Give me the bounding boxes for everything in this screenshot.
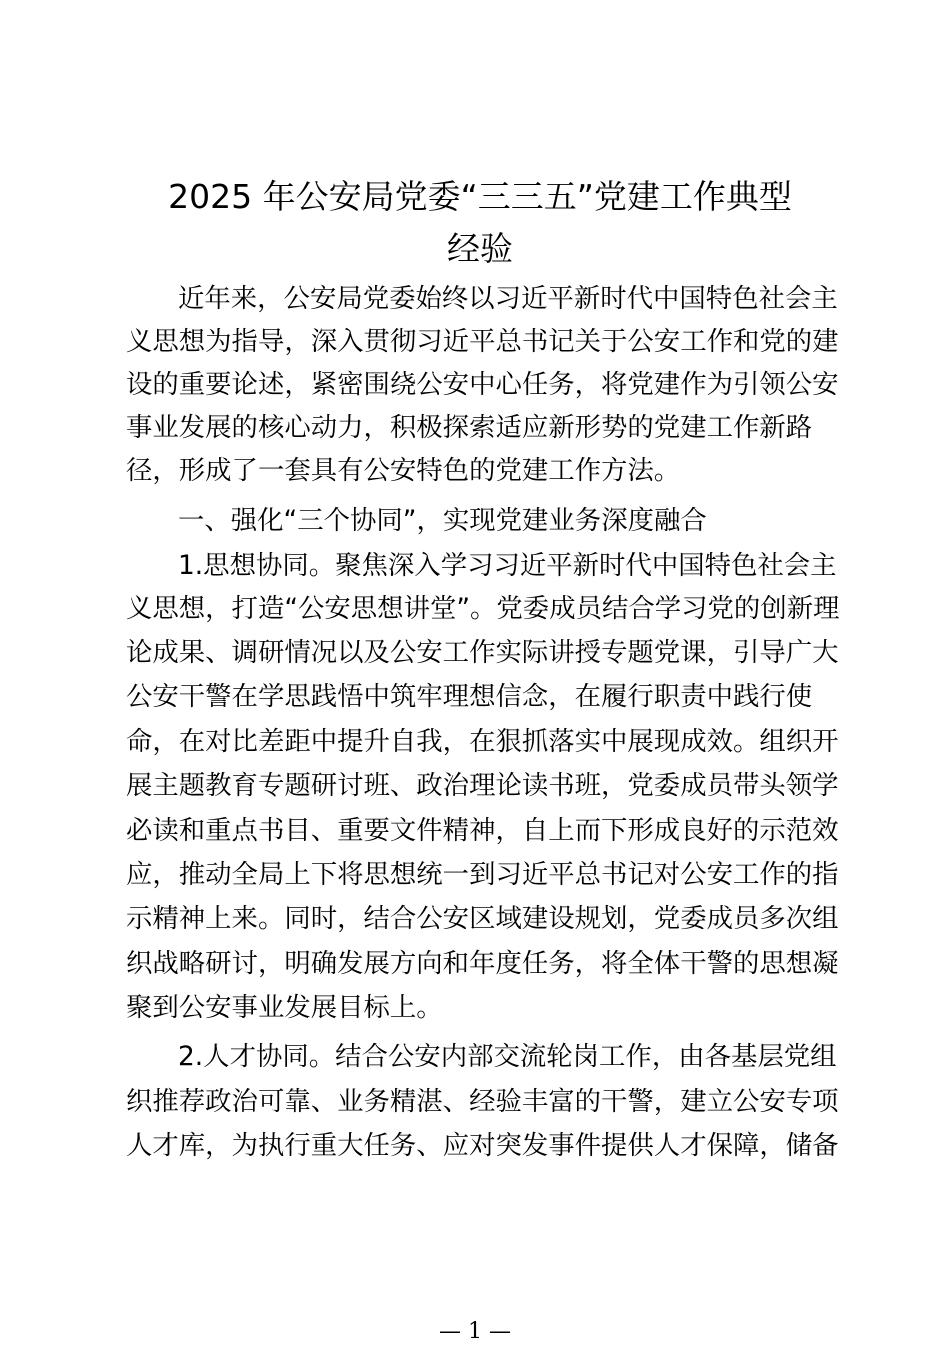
section-heading-1: 一、强化“三个协同”，实现党建业务深度融合 xyxy=(178,505,707,536)
paragraph-1-line-4: 公安干警在学思践悟中筑牢理想信念，在履行职责中践行使 xyxy=(126,681,813,712)
paragraph-1-line-7: 必读和重点书目、重要文件精神，自上而下形成良好的示范效 xyxy=(126,815,839,846)
paragraph-1-line-8: 应，推动全局上下将思想统一到习近平总书记对公安工作的指 xyxy=(126,859,839,890)
paragraph-intro-line-1: 近年来，公安局党委始终以习近平新时代中国特色社会主 xyxy=(178,283,838,314)
page-number: — 1 — xyxy=(439,1319,511,1344)
paragraph-1-line-5: 命，在对比差距中提升自我，在狠抓落实中展现成效。组织开 xyxy=(126,726,839,757)
paragraph-1-line-1: 1.思想协同。聚焦深入学习习近平新时代中国特色社会主 xyxy=(178,550,837,581)
paragraph-intro-line-2: 义思想为指导，深入贯彻习近平总书记关于公安工作和党的建 xyxy=(126,326,839,357)
paragraph-1-line-6: 展主题教育专题研讨班、政治理论读书班，党委成员带头领学 xyxy=(126,770,839,801)
document-title-line-2: 经验 xyxy=(447,229,513,268)
paragraph-1-line-2: 义思想，打造“公安思想讲堂”。党委成员结合学习党的创新理 xyxy=(126,593,840,624)
paragraph-2-line-3: 人才库，为执行重大任务、应对突发事件提供人才保障，储备 xyxy=(126,1130,839,1161)
paragraph-2-line-2: 织推荐政治可靠、业务精湛、经验丰富的干警，建立公安专项 xyxy=(126,1086,839,1117)
paragraph-intro-line-3: 设的重要论述，紧密围绕公安中心任务，将党建作为引领公安 xyxy=(126,369,839,400)
paragraph-intro-line-4: 事业发展的核心动力，积极探索适应新形势的党建工作新路 xyxy=(126,412,813,443)
paragraph-1-line-9: 示精神上来。同时，结合公安区域建设规划，党委成员多次组 xyxy=(126,903,839,934)
paragraph-1-line-3: 论成果、调研情况以及公安工作实际讲授专题党课，引导广大 xyxy=(126,637,839,668)
paragraph-2-line-1: 2.人才协同。结合公安内部交流轮岗工作，由各基层党组 xyxy=(178,1041,837,1072)
paragraph-1-line-10: 织战略研讨，明确发展方向和年度任务，将全体干警的思想凝 xyxy=(126,948,839,979)
paragraph-1-line-11: 聚到公安事业发展目标上。 xyxy=(126,992,443,1023)
paragraph-intro-line-5: 径，形成了一套具有公安特色的党建工作方法。 xyxy=(126,455,681,486)
document-title-line-1: 2025 年公安局党委“三三五”党建工作典型 xyxy=(168,177,792,216)
